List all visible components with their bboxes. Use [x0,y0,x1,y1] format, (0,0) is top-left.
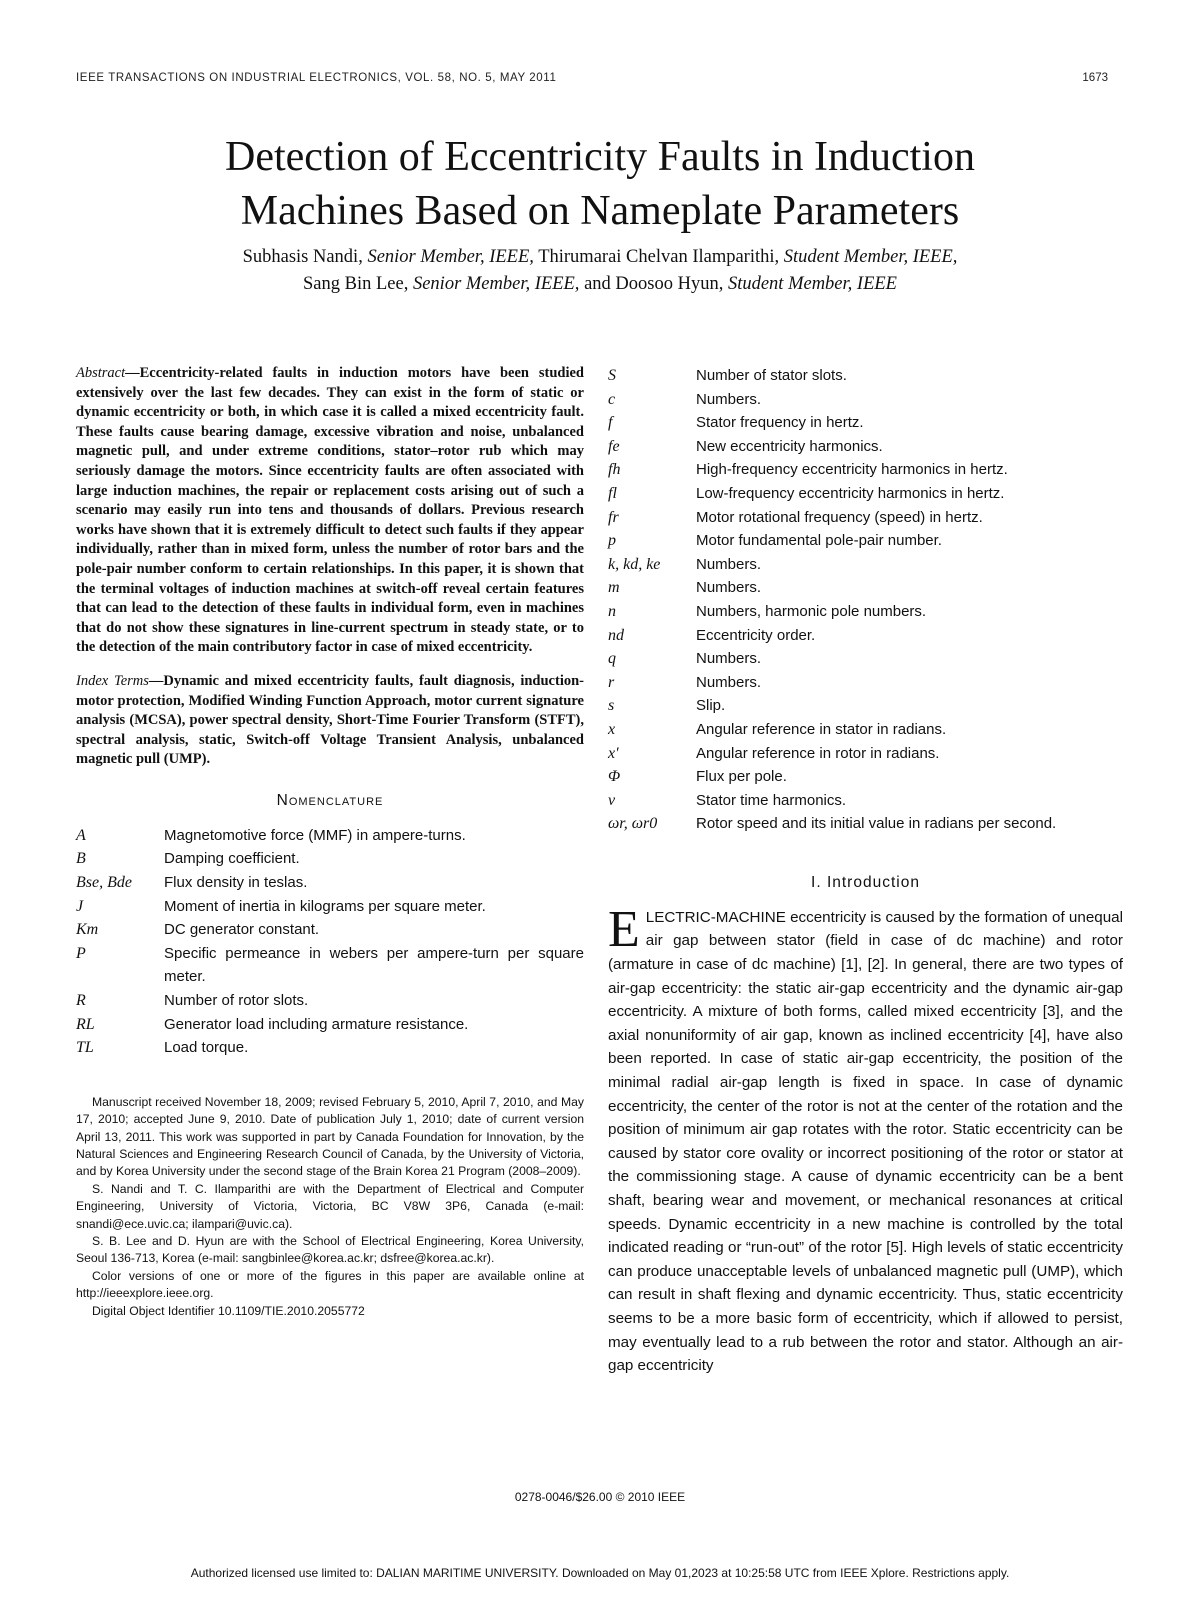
nomenclature-symbol: ν [608,791,616,809]
nomenclature-description: Numbers. [696,390,762,408]
nomenclature-symbol: fe [608,437,620,455]
nomenclature-description: Number of stator slots. [696,367,847,384]
nomenclature-symbol: n [608,602,616,620]
title-line-1: Detection of Eccentricity Faults in Induction [225,134,975,180]
nomenclature-symbol: P [76,944,86,962]
nomenclature-symbol: f [608,414,613,432]
nomenclature-row [608,506,1123,530]
nomenclature-row [608,718,1123,742]
nomenclature-description: Flux density in teslas. [164,874,308,892]
nomenclature-symbol: k, kd, ke [608,555,661,573]
nomenclature-symbol: A [76,826,86,844]
title-line-2: Machines Based on Nameplate Parameters [240,188,960,234]
nomenclature-symbol: nd [608,626,624,644]
nomenclature-row [608,624,1123,648]
nomenclature-symbol: c [608,390,616,408]
footnote: Color versions of one or more of the figures in this paper are available online at http://ieeexplore.ieee.org. [76,1268,584,1301]
nomenclature-symbol: S [608,367,616,384]
nomenclature-row [608,694,1123,718]
index-terms [76,672,584,770]
nomenclature-symbol: J [76,897,84,915]
author-name: Subhasis Nandi, [242,247,363,267]
page-number: 1673 [1082,72,1108,84]
footnote: S. Nandi and T. C. Ilamparithi are with the Department of Electrical and Computer Engineering, University of Victoria, Victoria, BC V8W 3P6, Canada (e-mail: snandi@ece.uvic.ca; ilampari@uvic.ca). [76,1181,584,1231]
nomenclature-row [76,989,584,1013]
nomenclature-row [76,871,584,895]
nomenclature-symbol: x′ [608,744,619,762]
copyright-line: 0278-0046/$26.00 © 2010 IEEE [514,1490,686,1504]
abstract-lead: Abstract [76,365,126,381]
nomenclature-description: Numbers, harmonic pole numbers. [696,602,927,620]
nomenclature-symbol: TL [76,1039,94,1057]
nomenclature-row [608,789,1123,813]
nomenclature-row [608,411,1123,435]
nomenclature-description: Numbers. [696,650,762,668]
nomenclature-symbol: RL [76,1015,95,1033]
nomenclature-description: High-frequency eccentricity harmonics in hertz. [696,461,1008,479]
index-terms-lead: Index Terms [76,672,149,689]
author-name: Sang Bin Lee, [303,274,409,294]
left-column [76,364,584,1320]
nomenclature-symbol: q [608,650,616,668]
nomenclature-symbol: Bse, Bde [76,874,132,892]
license-notice: Authorized licensed use limited to: DALIAN MARITIME UNIVERSITY. Downloaded on May 01,2023 at 10:25:58 UTC from IEEE Xplore. Restrictions apply. [190,1566,1010,1580]
introduction-body: LECTRIC-MACHINE eccentricity is caused by the formation of unequal air gap between stator (field in case of dc machine) and rotor (armature in case of dc machine) [1], [2]. In general, there are two types of air-gap eccentricity: the static air-gap eccentricity and the dynamic air-gap eccentricity. A mixture of both forms, called mixed eccentricity [3], and the axial nonuniformity of air gap, known as inclined eccentricity [4], have also been reported. In case of static air-gap eccentricity, the position of the minimal radial air-gap length is fixed in space. In case of dynamic eccentricity, the center of the rotor is not at the center of the rotation and the position of minimum air gap rotates with the rotor. Static eccentricity can be caused by stator core ovality or incorrect positioning of the rotor or stator at the commissioning stage. A cause of dynamic eccentricity can be a bent shaft, bearing wear and movement, or mechanical resonances at critical speeds. Dynamic eccentricity in a new machine is controlled by the total indicated reading or “run-out” of the rotor [5]. High levels of static eccentricity can produce unacceptable levels of unbalanced magnetic pull (UMP), which can result in shaft flexing and dynamic eccentricity. Thus, static eccentricity seems to be a more basic form of eccentricity, which if allowed to persist, may eventually lead to a rub between the rotor and stator. Although an air-gap eccentricity [608,908,1123,1375]
running-head: IEEE TRANSACTIONS ON INDUSTRIAL ELECTRONICS, VOL. 58, NO. 5, MAY 2011 [76,72,557,84]
nomenclature-row [76,942,584,989]
abstract-text: —Eccentricity-related faults in induction motors have been studied extensively over the last few decades. They can exist in the form of static or dynamic eccentricity or both, in which case it is called a mixed eccentricity fault. These faults cause bearing damage, excessive vibration and noise, unbalanced magnetic pull, and under extreme conditions, stator–rotor rub which may seriously damage the motors. Since eccentricity faults are often associated with large induction machines, the repair or replacement costs arising out of such a scenario may easily run into tens and thousands of dollars. Previous research works have shown that it is extremely difficult to detect such faults if they appear individually, rather than in mixed form, unless the number of rotor bars and the pole-pair number conform to certain relationships. In this paper, it is shown that the terminal voltages of induction machines at switch-off reveal certain features that can lead to the detection of these faults in individual form, even in machines that do not show these signatures in line-current spectrum in steady state, or to the detection of the main contributory factor in case of mixed eccentricity. [76,365,584,656]
nomenclature-row [608,482,1123,506]
footnotes [76,1094,584,1320]
nomenclature-description: Angular reference in stator in radians. [696,720,947,738]
nomenclature-description: Moment of inertia in kilograms per square meter. [164,897,486,915]
nomenclature-description: Numbers. [696,579,762,597]
introduction-text [608,900,1123,1378]
nomenclature-row [76,1036,584,1060]
nomenclature-description: Rotor speed and its initial value in radians per second. [696,815,1057,833]
footnote: Manuscript received November 18, 2009; revised February 5, 2010, April 7, 2010, and May 17, 2010; accepted June 9, 2010. Date of publication July 1, 2010; date of current version April 13, 2011. This work was supported in part by Canada Foundation for Innovation, by the Natural Sciences and Engineering Research Council of Canada, by the University of Victoria, and by Korea University under the second stage of the Brain Korea 21 Program (2008–2009). [76,1094,584,1179]
nomenclature-list-right [608,364,1123,836]
nomenclature-row [608,647,1123,671]
nomenclature-symbol: fr [608,508,619,526]
nomenclature-symbol: Φ [608,768,621,786]
author-name: and Doosoo Hyun, [584,274,724,294]
nomenclature-row [608,671,1123,695]
nomenclature-description: Specific permeance in webers per ampere-turn per square meter. [164,944,584,986]
nomenclature-description: Angular reference in rotor in radians. [696,744,940,762]
nomenclature-row [608,765,1123,789]
nomenclature-list-left [76,824,584,1060]
introduction-heading: I. Introduction [811,873,920,891]
abstract [76,364,584,658]
nomenclature-row [76,847,584,871]
nomenclature-row [608,458,1123,482]
nomenclature-description: Load torque. [164,1039,249,1057]
nomenclature-row [76,918,584,942]
nomenclature-description: Motor rotational frequency (speed) in hertz. [696,508,983,526]
nomenclature-description: Stator time harmonics. [696,791,847,809]
author-name: Thirumarai Chelvan Ilamparithi, [538,247,780,267]
nomenclature-row [608,388,1123,412]
nomenclature-description: Slip. [696,697,726,715]
author-list [0,244,1200,298]
nomenclature-symbol: p [608,532,616,550]
nomenclature-row [608,812,1123,836]
nomenclature-description: Magnetomotive force (MMF) in ampere-turns. [164,826,466,844]
footnote: Digital Object Identifier 10.1109/TIE.2010.2055772 [92,1303,365,1318]
author-role: Senior Member, IEEE, [412,274,580,294]
nomenclature-description: Generator load including armature resistance. [164,1015,469,1033]
author-role: Student Member, IEEE [727,274,897,294]
nomenclature-symbol: m [608,579,620,597]
nomenclature-description: Eccentricity order. [696,626,816,644]
author-role: Student Member, IEEE, [783,247,958,267]
nomenclature-description: Number of rotor slots. [164,992,309,1010]
nomenclature-symbol: Km [76,921,99,939]
paper-title [0,130,1200,238]
nomenclature-description: DC generator constant. [164,921,320,939]
nomenclature-row [608,435,1123,459]
nomenclature-symbol: fh [608,461,621,479]
footnote: S. B. Lee and D. Hyun are with the School of Electrical Engineering, Korea University, Seoul 136-713, Korea (e-mail: sangbinlee@korea.ac.kr; dsfree@korea.ac.kr). [76,1234,584,1266]
nomenclature-description: Damping coefficient. [164,850,300,868]
nomenclature-row [76,1013,584,1037]
nomenclature-description: Numbers. [696,673,762,691]
nomenclature-description: Low-frequency eccentricity harmonics in hertz. [696,484,1005,502]
nomenclature-heading: Nomenclature [276,791,384,809]
nomenclature-symbol: r [608,673,615,691]
nomenclature-description: New eccentricity harmonics. [696,437,883,455]
nomenclature-symbol: R [76,992,86,1010]
nomenclature-row [76,824,584,848]
nomenclature-description: Stator frequency in hertz. [696,414,864,432]
index-terms-text: —Dynamic and mixed eccentricity faults, fault diagnosis, induction-motor protection, Modified Winding Function Approach, motor current signature analysis (MCSA), power spectral density, Short-Time Fourier Transform (STFT), spectral analysis, static, Switch-off Voltage Transient Analysis, unbalanced magnetic pull (UMP). [76,672,584,768]
nomenclature-description: Motor fundamental pole-pair number. [696,532,942,550]
nomenclature-row [608,364,1123,388]
drop-cap: E [608,900,640,958]
nomenclature-row [76,895,584,919]
right-column [608,364,1123,1378]
nomenclature-row [608,553,1123,577]
author-role: Senior Member, IEEE, [367,247,534,267]
nomenclature-description: Numbers. [696,555,762,573]
nomenclature-row [608,529,1123,553]
nomenclature-symbol: ωr, ωr0 [608,815,658,833]
nomenclature-row [608,576,1123,600]
nomenclature-symbol: fl [608,484,617,502]
nomenclature-symbol: x [608,720,616,738]
nomenclature-symbol: s [608,697,615,715]
nomenclature-row [608,742,1123,766]
nomenclature-symbol: B [76,850,86,868]
nomenclature-description: Flux per pole. [696,768,787,786]
nomenclature-row [608,600,1123,624]
